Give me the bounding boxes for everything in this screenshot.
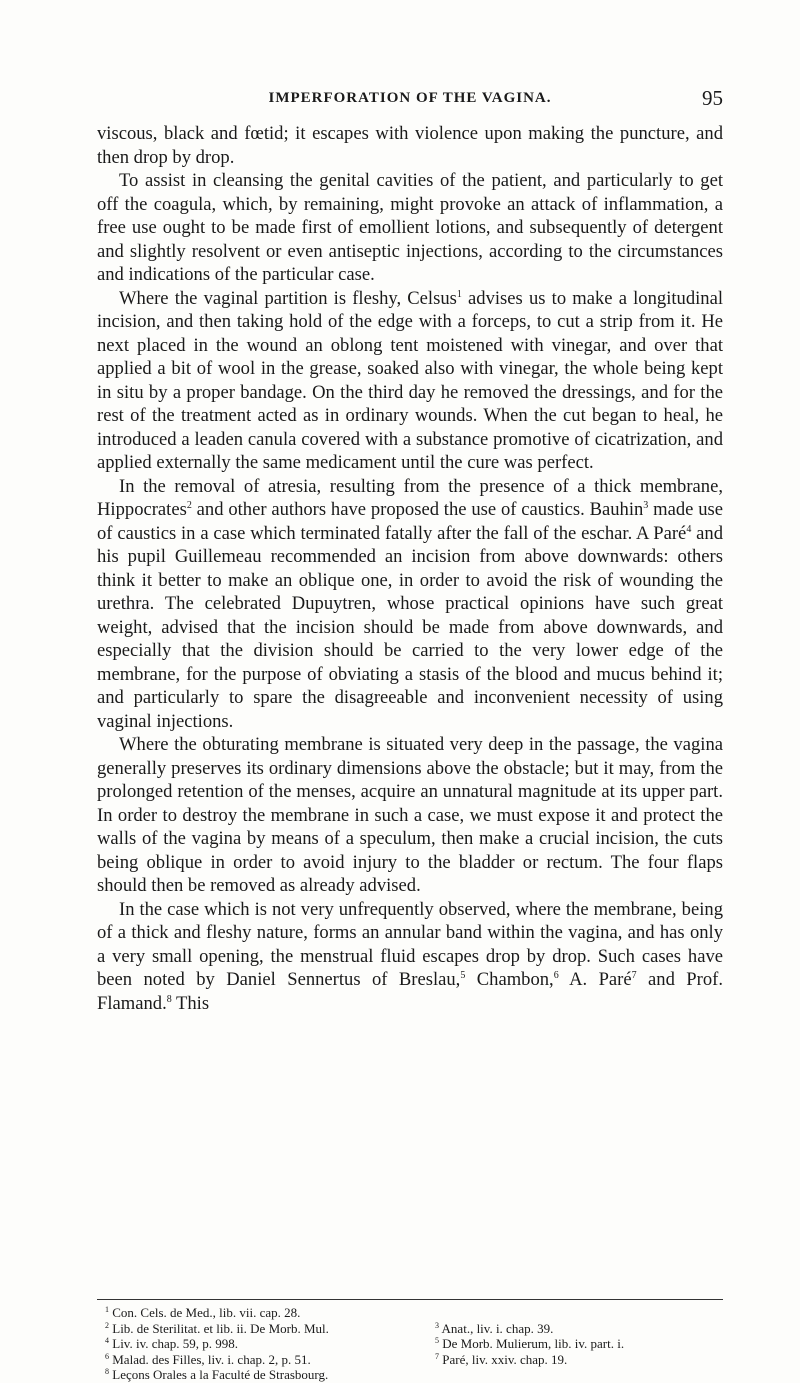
footnote	[97, 1367, 435, 1383]
footnote-marker: 6	[553, 970, 559, 981]
paragraph-text: and Prof. Flamand.	[97, 969, 723, 1014]
footnote-row	[97, 1352, 723, 1368]
paragraph-text: To assist in cleansing the genital cavities of the patient, and particularly to get off the coagula, which, by remaining, might provoke an attack of inflammation, a free use ought to be made first of emollient lotions, and subsequently of detergent and slightly resolvent or even antiseptic injections, according to the circumstances and indications of the particular case.	[97, 170, 723, 285]
footnote	[97, 1305, 435, 1321]
footnote-marker: 4	[686, 523, 692, 535]
paragraph	[97, 169, 723, 287]
paragraph-text: This	[171, 992, 210, 1014]
footnote-text: Malad. des Filles, liv. i. chap. 2, p. 51.	[112, 1351, 311, 1367]
footnote-number: 8	[105, 1367, 109, 1376]
footnote-marker: 8	[166, 993, 172, 1005]
footnote-number: 1	[105, 1305, 109, 1314]
footnote-row	[97, 1367, 723, 1383]
paragraph-text: viscous, black and fœtid; it escapes with violence upon making the puncture, and then drop by drop.	[97, 123, 723, 168]
footnote-number: 3	[435, 1320, 439, 1330]
footnote-number: 7	[435, 1351, 439, 1361]
running-title: IMPERFORATION OF THE VAGINA.	[268, 90, 552, 106]
footnote-marker: 2	[186, 500, 192, 511]
paragraph	[97, 287, 723, 475]
footnote-marker: 1	[456, 288, 462, 300]
paragraph-text: Chambon,	[465, 969, 554, 990]
footnote-text: Con. Cels. de Med., lib. vii. cap. 28.	[112, 1305, 301, 1320]
paragraph	[97, 733, 723, 898]
footnote	[435, 1321, 723, 1337]
paragraph	[97, 475, 723, 734]
paragraph-text: advises us to make a longitudinal incision, and then taking hold of the edge with a forceps, to cut a strip from it. He next placed in the wound an oblong tent moistened with vinegar, and over that applied a bit of wool in the grease, soaked also with vinegar, the whole being kept in situ by a proper bandage. On the third day he removed the dressings, and for the rest of the treatment acted as in ordinary wounds. When the cut began to heal, he introduced a leaden canula covered with a substance promotive of cicatrization, and applied externally the same medicament until the cure was perfect.	[97, 287, 723, 473]
footnote-text: Leçons Orales a la Faculté de Strasbourg.	[112, 1367, 329, 1382]
footnote-marker: 5	[460, 970, 466, 981]
running-head	[97, 86, 723, 110]
footnote-row	[97, 1321, 723, 1337]
paragraph-text: In the case which is not very unfrequently observed, where the membrane, being of a thick and fleshy nature, forms an annular band within the vagina, and has only a very small opening, the menstrual fluid escapes drop by drop. Such cases have been noted by Daniel Sennertus of Breslau,	[97, 898, 723, 990]
paragraph-text: A. Paré	[558, 969, 632, 990]
paragraph-text: In the removal of atresia, resulting from the presence of a thick membrane, Hippocrates	[97, 475, 723, 520]
footnote	[435, 1336, 723, 1352]
footnote-text: Paré, liv. xxiv. chap. 19.	[442, 1351, 568, 1367]
footnote	[97, 1321, 435, 1337]
footnote-text: De Morb. Mulierum, lib. iv. part. i.	[442, 1336, 625, 1351]
footnote-number: 6	[105, 1351, 109, 1361]
footnote-text: Lib. de Sterilitat. et lib. ii. De Morb. Mul.	[112, 1320, 329, 1336]
footnotes	[97, 1305, 723, 1383]
footnote-number: 4	[105, 1336, 109, 1345]
footnote	[97, 1352, 435, 1368]
paragraph	[97, 898, 723, 1016]
paragraph-text: Where the obturating membrane is situated very deep in the passage, the vagina generally preserves its ordinary dimensions above the obstacle; but it may, from the prolonged retention of the menses, acquire an unnatural magnitude at its upper part. In order to destroy the membrane in such a case, we must expose it and protect the walls of the vagina by means of a speculum, then make a crucial incision, the cuts being oblique in order to avoid injury to the bladder or rectum. The four flaps should then be removed as already advised.	[97, 734, 723, 896]
footnote-text: Anat., liv. i. chap. 39.	[441, 1320, 554, 1336]
body-text	[97, 122, 723, 1015]
paragraph-text: and other authors have proposed the use of caustics. Bauhin	[191, 499, 644, 520]
footnote	[97, 1336, 435, 1352]
footnote-rule	[97, 1299, 723, 1300]
footnote-number: 2	[105, 1320, 109, 1330]
footnote	[435, 1352, 723, 1368]
paragraph-text: Where the vaginal partition is fleshy, Celsus	[119, 287, 457, 309]
footnote-row	[97, 1305, 723, 1321]
paragraph-text: and his pupil Guillemeau recommended an incision from above downwards: others think it better to make an oblique one, in order to avoid the risk of wounding the urethra. The celebrated Dupuytren, whose practical opinions have such great weight, advised that the incision should be made from above downwards, and especially that the division should be carried to the very lower edge of the membrane, for the purpose of obviating a stasis of the blood and mucus behind it; and particularly to spare the disagreeable and inconvenient necessity of using vaginal injections.	[97, 522, 723, 732]
page-number: 95	[702, 86, 723, 110]
footnote-row	[97, 1336, 723, 1352]
footnote-marker: 3	[643, 500, 649, 511]
footnote-text: Liv. iv. chap. 59, p. 998.	[112, 1336, 239, 1351]
footnote-number: 5	[435, 1336, 439, 1345]
footnote-marker: 7	[631, 970, 637, 981]
paragraph-text: made use of caustics in a case which terminated fatally after the fall of the eschar. A Paré	[97, 499, 723, 544]
paragraph	[97, 122, 723, 169]
